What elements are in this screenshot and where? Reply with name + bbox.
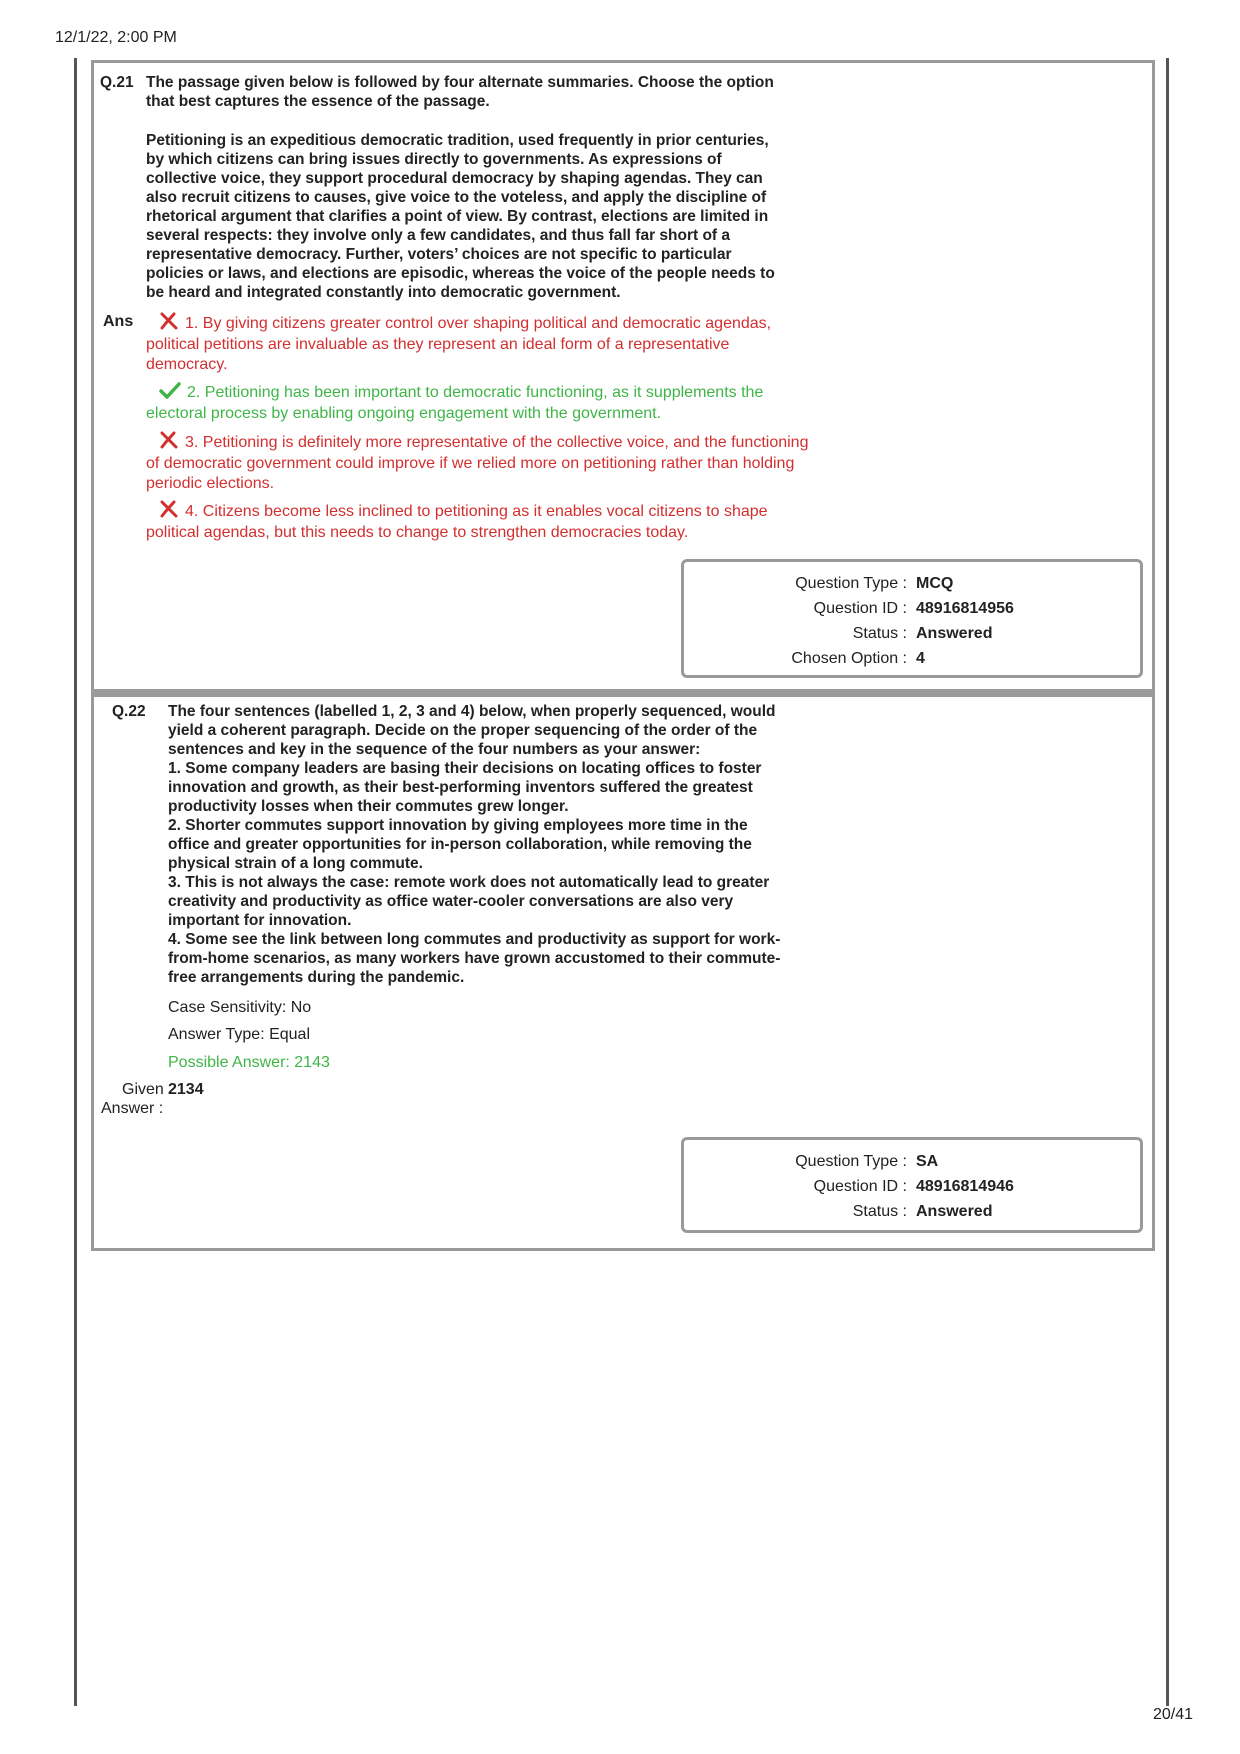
passage-line: collective voice, they support procedural democracy by shaping agendas. They can xyxy=(146,170,763,187)
question-line: 3. This is not always the case: remote work does not automatically lead to greater xyxy=(168,874,770,891)
question-line: office and greater opportunities for in-person collaboration, while removing the xyxy=(168,836,752,853)
question-line: free arrangements during the pandemic. xyxy=(168,969,465,986)
question-line: 4. Some see the link between long commutes and productivity as support for work- xyxy=(168,931,781,948)
option-text: political agendas, but this needs to change to strengthen democracies today. xyxy=(146,523,689,541)
passage-line: policies or laws, and elections are episodic, whereas the voice of the people needs to xyxy=(146,265,775,282)
option-text: electoral process by enabling ongoing engagement with the government. xyxy=(146,404,661,422)
question-line: yield a coherent paragraph. Decide on the proper sequencing of the order of the xyxy=(168,722,758,739)
option-text: 2. Petitioning has been important to democratic functioning, as it supplements the xyxy=(187,384,764,401)
option-text: periodic elections. xyxy=(146,475,275,492)
option-4 xyxy=(146,500,846,543)
option-text: 3. Petitioning is definitely more representative of the collective voice, and the functioning xyxy=(185,434,809,451)
prompt-line: that best captures the essence of the passage. xyxy=(146,93,490,110)
option-text: of democratic government could improve if we relied more on petitioning rather than holding xyxy=(146,454,795,472)
page-frame-left xyxy=(74,58,77,1706)
question-line: innovation and growth, as their best-performing inventors suffered the greatest xyxy=(168,779,753,796)
possible-answer: Possible Answer: 2143 xyxy=(168,1054,330,1071)
question-line: sentences and key in the sequence of the four numbers as your answer: xyxy=(168,741,701,758)
passage-line: Petitioning is an expeditious democratic tradition, used frequently in prior centuries, xyxy=(146,132,769,149)
check-icon xyxy=(159,381,181,399)
option-text: political petitions are invaluable as they represent an ideal form of a representative xyxy=(146,335,730,353)
passage-line: be heard and integrated constantly into democratic government. xyxy=(146,284,621,301)
question-line: creativity and productivity as office water-cooler conversations are also very xyxy=(168,893,734,910)
question-line: 2. Shorter commutes support innovation by giving employees more time in the xyxy=(168,817,748,834)
option-text: democracy. xyxy=(146,356,228,373)
question-22-meta: Question Type : SA Question ID : 48916814946 Status : Answered xyxy=(681,1137,1143,1233)
question-21-number: Q.21 xyxy=(100,74,134,91)
passage-line: rhetorical argument that clarifies a point of view. By contrast, elections are limited in xyxy=(146,208,769,225)
cross-icon xyxy=(159,500,179,518)
print-timestamp: 12/1/22, 2:00 PM xyxy=(55,29,177,46)
option-2 xyxy=(146,381,846,424)
question-21-prompt xyxy=(146,73,774,111)
question-22-number: Q.22 xyxy=(112,703,146,720)
given-answer-label-2: Answer : xyxy=(101,1100,164,1117)
option-text: 4. Citizens become less inclined to petitioning as it enables vocal citizens to shape xyxy=(185,503,768,520)
question-line: from-home scenarios, as many workers have grown accustomed to their commute- xyxy=(168,950,781,967)
cross-icon xyxy=(159,312,179,330)
question-21-passage xyxy=(146,131,775,302)
given-answer-value: 2134 xyxy=(168,1081,204,1098)
answer-type: Answer Type: Equal xyxy=(168,1026,311,1043)
option-text: 1. By giving citizens greater control over shaping political and democratic agendas, xyxy=(185,315,772,332)
question-divider xyxy=(91,689,1155,697)
passage-line: several respects: they involve only a few candidates, and thus fall far short of a xyxy=(146,227,731,244)
prompt-line: The passage given below is followed by four alternate summaries. Choose the option xyxy=(146,74,774,91)
page-frame-right xyxy=(1166,58,1169,1706)
question-line: important for innovation. xyxy=(168,912,352,929)
option-3 xyxy=(146,431,866,495)
passage-line: also recruit citizens to causes, give voice to the voteless, and apply the discipline of xyxy=(146,189,767,206)
cross-icon xyxy=(159,431,179,449)
option-1 xyxy=(146,312,846,376)
given-answer-label: Given xyxy=(122,1081,164,1098)
passage-line: by which citizens can bring issues directly to governments. As expressions of xyxy=(146,151,722,168)
passage-line: representative democracy. Further, voters’ choices are not specific to particular xyxy=(146,246,732,263)
answer-label: Ans xyxy=(103,313,134,330)
question-line: The four sentences (labelled 1, 2, 3 and 4) below, when properly sequenced, would xyxy=(168,703,776,720)
case-sensitivity: Case Sensitivity: No xyxy=(168,999,312,1016)
question-22-text xyxy=(168,702,780,987)
question-21-meta: Question Type : MCQ Question ID : 48916814956 Status : Answered Chosen Option : 4 xyxy=(681,559,1143,678)
question-line: physical strain of a long commute. xyxy=(168,855,423,872)
question-line: productivity losses when their commutes grew longer. xyxy=(168,798,569,815)
question-line: 1. Some company leaders are basing their decisions on locating offices to foster xyxy=(168,760,762,777)
page-number: 20/41 xyxy=(1152,1706,1193,1723)
